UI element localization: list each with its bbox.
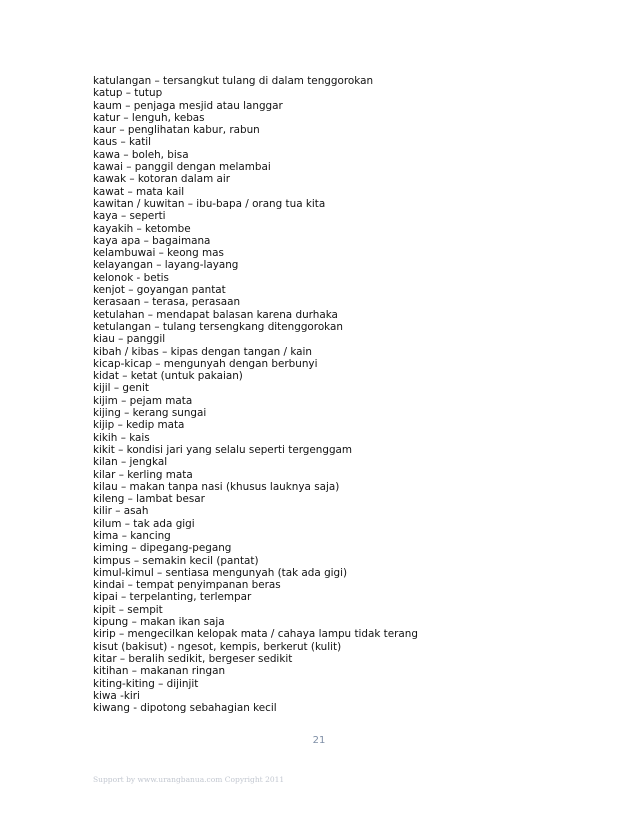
glossary-entry: kicap-kicap – mengunyah dengan berbunyi — [93, 357, 318, 370]
glossary-entry: kaya apa – bagaimana — [93, 234, 211, 247]
glossary-entry: kelonok - betis — [93, 271, 169, 284]
glossary-entry: kaur – penglihatan kabur, rabun — [93, 124, 260, 137]
glossary-entry: kima – kancing — [93, 529, 171, 542]
page-number: 21 — [312, 735, 326, 746]
glossary-entry: kileng – lambat besar — [93, 493, 205, 506]
glossary-entry: kerasaan – terasa, perasaan — [93, 296, 241, 309]
glossary-entry: katur – lenguh, kebas — [93, 111, 205, 124]
glossary-entry: kilir – asah — [93, 505, 149, 518]
glossary-entry: kiwa -kiri — [93, 689, 140, 702]
glossary-entry: kindai – tempat penyimpanan beras — [93, 579, 281, 592]
glossary-entry: kawa – boleh, bisa — [93, 148, 189, 161]
glossary-entry: kelambuwai – keong mas — [93, 247, 224, 260]
glossary-entry: kilau – makan tanpa nasi (khusus lauknya saja) — [93, 480, 340, 493]
glossary-entry: kilar – kerling mata — [93, 468, 193, 481]
glossary-entry: kiming – dipegang-pegang — [93, 542, 232, 555]
glossary-entry: kijing – kerang sungai — [93, 407, 207, 420]
glossary-entry: kidat – ketat (untuk pakaian) — [93, 370, 243, 383]
glossary-entry: kijil – genit — [93, 382, 149, 395]
glossary-entry: kimul-kimul – sentiasa mengunyah (tak ada gigi) — [93, 566, 348, 579]
glossary-entry: kelayangan – layang-layang — [93, 259, 239, 272]
glossary-entry: kiting-kiting – dijinjit — [93, 677, 199, 690]
glossary-entry: kipai – terpelanting, terlempar — [93, 591, 252, 604]
glossary-entry: kaum – penjaga mesjid atau langgar — [93, 99, 283, 112]
glossary-entry: katulangan – tersangkut tulang di dalam tenggorokan — [93, 75, 374, 87]
glossary-entry: kikit – kondisi jari yang selalu seperti tergenggam — [93, 443, 353, 456]
glossary-entry: kimpus – semakin kecil (pantat) — [93, 554, 259, 567]
glossary-entry: kilan – jengkal — [93, 456, 168, 469]
glossary-entry: kawak – kotoran dalam air — [93, 173, 231, 186]
glossary-entry: kijip – kedip mata — [93, 419, 185, 432]
glossary-entry: kilum – tak ada gigi — [93, 517, 195, 530]
glossary-entry: kikih – kais — [93, 431, 150, 444]
glossary-entry: kitar – beralih sedikit, bergeser sedikit — [93, 652, 293, 665]
glossary-entry: kitihan – makanan ringan — [93, 665, 226, 678]
footer-copyright: Support by www.urangbanua.com Copyright 2011 — [93, 775, 285, 784]
glossary-entry: kaus – katil — [93, 136, 152, 149]
glossary-entry: kirip – mengecilkan kelopak mata / cahaya lampu tidak terang — [93, 628, 418, 641]
glossary-entry: kayakih – ketombe — [93, 222, 191, 235]
glossary-entry: kaya – seperti — [93, 210, 166, 223]
glossary-entry: kijim – pejam mata — [93, 394, 193, 407]
glossary-entry: kiwang - dipotong sebahagian kecil — [93, 702, 277, 715]
glossary-entry: kawitan / kuwitan – ibu-bapa / orang tua kita — [93, 197, 326, 210]
glossary-entry: kisut (bakisut) - ngesot, kempis, berkerut (kulit) — [93, 640, 342, 653]
glossary-entry: kiau – panggil — [93, 333, 166, 346]
glossary-entry: ketulangan – tulang tersengkang ditenggorokan — [93, 320, 343, 333]
glossary-entry: kenjot – goyangan pantat — [93, 284, 226, 297]
glossary-entry: kipung – makan ikan saja — [93, 616, 225, 629]
glossary-entry: kawai – panggil dengan melambai — [93, 161, 271, 174]
glossary-entry: kipit – sempit — [93, 603, 163, 616]
glossary-entry: ketulahan – mendapat balasan karena durhaka — [93, 308, 338, 321]
glossary-entry: kawat – mata kail — [93, 185, 185, 198]
glossary-entry: katup – tutup — [93, 87, 163, 100]
glossary-entry: kibah / kibas – kipas dengan tangan / kain — [93, 345, 313, 358]
glossary-entry-list — [93, 75, 613, 714]
